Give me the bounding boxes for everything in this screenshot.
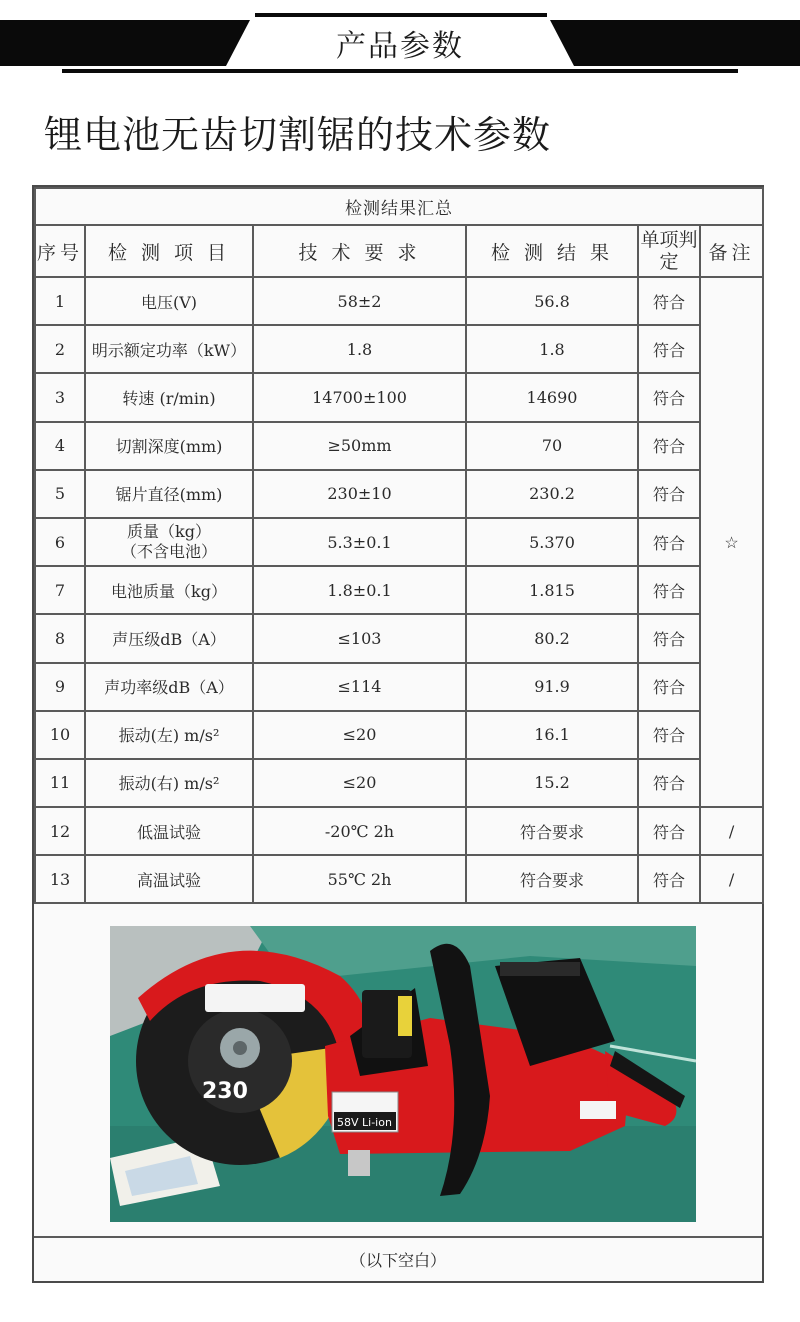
row-item — [85, 518, 253, 566]
row-item: 电池质量（kg） — [85, 566, 253, 614]
table-row — [35, 855, 763, 903]
row-result: 符合要求 — [466, 855, 638, 903]
row-item: 声压级dB（A） — [85, 614, 253, 662]
row-item: 明示额定功率（kW） — [85, 325, 253, 373]
row-result: 230.2 — [466, 470, 638, 518]
row-judgement: 符合 — [638, 277, 700, 325]
row-result: 1.815 — [466, 566, 638, 614]
row-item: 振动(右) m/s² — [85, 759, 253, 807]
results-table — [34, 187, 764, 904]
column-header-result: 检 测 结 果 — [466, 225, 638, 277]
row-item: 高温试验 — [85, 855, 253, 903]
row-item-line2: （不含电池） — [120, 542, 217, 562]
row-judgement: 符合 — [638, 325, 700, 373]
row-requirement: ≤114 — [253, 663, 466, 711]
row-judgement: 符合 — [638, 518, 700, 566]
table-row — [35, 325, 763, 373]
row-requirement: 58±2 — [253, 277, 466, 325]
table-row — [35, 711, 763, 759]
blank-below-note: （以下空白） — [349, 1251, 446, 1270]
row-no: 1 — [35, 277, 85, 325]
row-result: 80.2 — [466, 614, 638, 662]
row-item: 振动(左) m/s² — [85, 711, 253, 759]
table-row — [35, 566, 763, 614]
row-no: 9 — [35, 663, 85, 711]
blade-label: 230 — [202, 1079, 248, 1104]
row-requirement: ≤20 — [253, 759, 466, 807]
column-header-row — [35, 225, 763, 277]
row-no: 10 — [35, 711, 85, 759]
header-banner — [0, 0, 800, 80]
row-item: 声功率级dB（A） — [85, 663, 253, 711]
row-requirement: 5.3±0.1 — [253, 518, 466, 566]
test-report-document — [32, 185, 764, 1283]
table-row — [35, 518, 763, 566]
row-requirement: ≤20 — [253, 711, 466, 759]
summary-title: 检测结果汇总 — [35, 188, 763, 225]
row-judgement: 符合 — [638, 373, 700, 421]
row-judgement: 符合 — [638, 422, 700, 470]
table-row — [35, 422, 763, 470]
row-item: 切割深度(mm) — [85, 422, 253, 470]
table-row — [35, 663, 763, 711]
row-judgement: 符合 — [638, 614, 700, 662]
row-requirement: -20℃ 2h — [253, 807, 466, 855]
row-no: 12 — [35, 807, 85, 855]
row-result: 16.1 — [466, 711, 638, 759]
row-item: 电压(V) — [85, 277, 253, 325]
row-result: 5.370 — [466, 518, 638, 566]
row-judgement: 符合 — [638, 759, 700, 807]
battery-label: 58V Li-ion — [337, 1116, 392, 1129]
row-no: 3 — [35, 373, 85, 421]
column-header-item: 检 测 项 目 — [85, 225, 253, 277]
row-requirement: 14700±100 — [253, 373, 466, 421]
product-photo — [110, 926, 696, 1222]
row-result: 91.9 — [466, 663, 638, 711]
row-no: 8 — [35, 614, 85, 662]
row-requirement: ≥50mm — [253, 422, 466, 470]
table-row — [35, 277, 763, 325]
row-item: 转速 (r/min) — [85, 373, 253, 421]
column-header-requirement: 技 术 要 求 — [253, 225, 466, 277]
row-result: 符合要求 — [466, 807, 638, 855]
row-result: 56.8 — [466, 277, 638, 325]
row-result: 15.2 — [466, 759, 638, 807]
row-result: 1.8 — [466, 325, 638, 373]
row-item: 锯片直径(mm) — [85, 470, 253, 518]
row-requirement: 1.8 — [253, 325, 466, 373]
row-remark: / — [700, 807, 763, 855]
row-no: 7 — [35, 566, 85, 614]
table-row — [35, 470, 763, 518]
page-title: 锂电池无齿切割锯的技术参数 — [44, 113, 552, 157]
row-judgement: 符合 — [638, 470, 700, 518]
row-requirement: ≤103 — [253, 614, 466, 662]
row-result: 70 — [466, 422, 638, 470]
row-judgement: 符合 — [638, 855, 700, 903]
row-requirement: 1.8±0.1 — [253, 566, 466, 614]
column-header-judgement: 单项判定 — [638, 225, 700, 277]
banner-title: 产品参数 — [336, 29, 464, 64]
row-judgement: 符合 — [638, 807, 700, 855]
cordless-cut-off-saw-illustration — [110, 926, 696, 1222]
column-header-no: 序号 — [35, 225, 85, 277]
row-requirement: 55℃ 2h — [253, 855, 466, 903]
row-item-line1: 质量（kg） — [127, 522, 211, 542]
row-no: 11 — [35, 759, 85, 807]
table-row — [35, 807, 763, 855]
row-item: 低温试验 — [85, 807, 253, 855]
table-row — [35, 614, 763, 662]
table-row — [35, 373, 763, 421]
row-no: 4 — [35, 422, 85, 470]
row-judgement: 符合 — [638, 711, 700, 759]
row-result: 14690 — [466, 373, 638, 421]
row-no: 6 — [35, 518, 85, 566]
row-judgement: 符合 — [638, 663, 700, 711]
row-no: 2 — [35, 325, 85, 373]
photo-area — [34, 904, 762, 1238]
row-requirement: 230±10 — [253, 470, 466, 518]
row-remark: / — [700, 855, 763, 903]
row-no: 5 — [35, 470, 85, 518]
column-header-remark: 备注 — [700, 225, 763, 277]
row-no: 13 — [35, 855, 85, 903]
remark-merged-cell: ☆ — [700, 277, 763, 807]
row-judgement: 符合 — [638, 566, 700, 614]
table-row — [35, 759, 763, 807]
